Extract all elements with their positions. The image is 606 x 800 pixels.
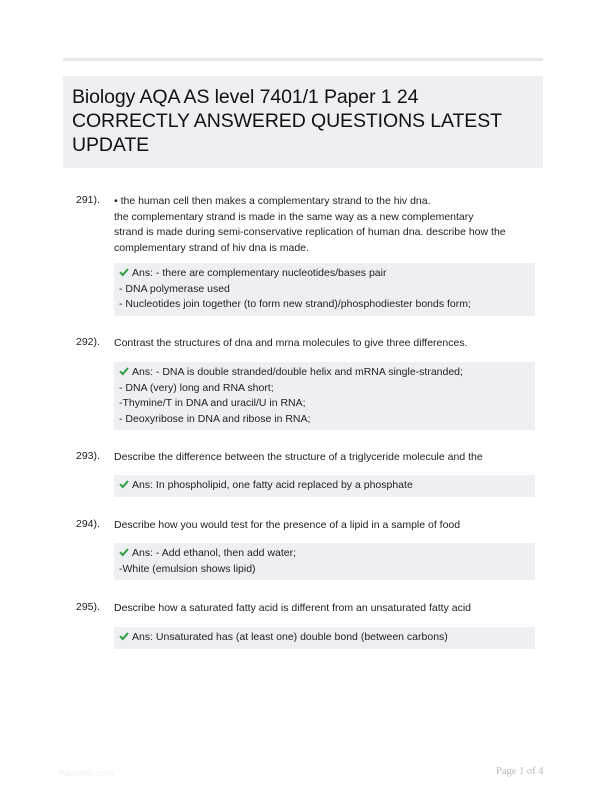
answer-box — [114, 627, 535, 649]
top-divider — [63, 58, 543, 61]
check-icon — [119, 631, 129, 641]
answer-box — [114, 543, 535, 580]
answer-box — [114, 263, 535, 316]
question-number: 293). — [76, 450, 100, 462]
answer-line: Ans: - DNA is double stranded/double helix and mRNA single-stranded; — [119, 365, 529, 381]
answer-box — [114, 475, 535, 497]
check-icon — [119, 479, 129, 489]
document-title: Biology AQA AS level 7401/1 Paper 1 24 CORRECTLY ANSWERED QUESTIONS LATEST UPDATE — [72, 86, 502, 156]
question-number: 291). — [76, 194, 100, 206]
answer-line: Ans: In phospholipid, one fatty acid replaced by a phosphate — [119, 478, 529, 494]
check-icon — [119, 547, 129, 557]
answer-line: Ans: - there are complementary nucleotides/bases pair — [119, 266, 529, 282]
answer-line: Ans: - Add ethanol, then add water; — [119, 546, 529, 562]
answer-line: - DNA (very) long and RNA short; — [119, 381, 274, 394]
title-banner — [63, 76, 543, 168]
footer-watermark: Paperbtn.com — [58, 768, 115, 778]
check-icon — [119, 267, 129, 277]
check-icon — [119, 366, 129, 376]
answer-line: Ans: Unsaturated has (at least one) double bond (between carbons) — [119, 630, 529, 646]
question-text: Contrast the structures of dna and mrna molecules to give three differences. — [114, 337, 468, 349]
question-text: Describe how a saturated fatty acid is different from an unsaturated fatty acid — [114, 602, 471, 614]
page-number: Page 1 of 4 — [496, 766, 544, 777]
answer-line: -White (emulsion shows lipid) — [119, 562, 256, 575]
question-text: Describe how you would test for the presence of a lipid in a sample of food — [114, 519, 461, 531]
question-text: Describe the difference between the structure of a triglyceride molecule and the — [114, 451, 483, 463]
answer-line: -Thymine/T in DNA and uracil/U in RNA; — [119, 397, 306, 409]
answer-line: - Deoxyribose in DNA and ribose in RNA; — [119, 412, 311, 425]
answer-line: - DNA polymerase used — [119, 282, 230, 295]
question-text: • the human cell then makes a complementary strand to the hiv dna. the complementary strand is made in the same way as a new complementary strand is made during semi-conservative replication of human dna. describe how the complementary strand of hiv dna is made. — [114, 195, 506, 254]
question-number: 294). — [76, 518, 100, 530]
question-number: 295). — [76, 601, 100, 613]
answer-line: - Nucleotides join together (to form new strand)/phosphodiester bonds form; — [119, 298, 471, 310]
answer-box — [114, 362, 535, 430]
question-number: 292). — [76, 336, 100, 348]
